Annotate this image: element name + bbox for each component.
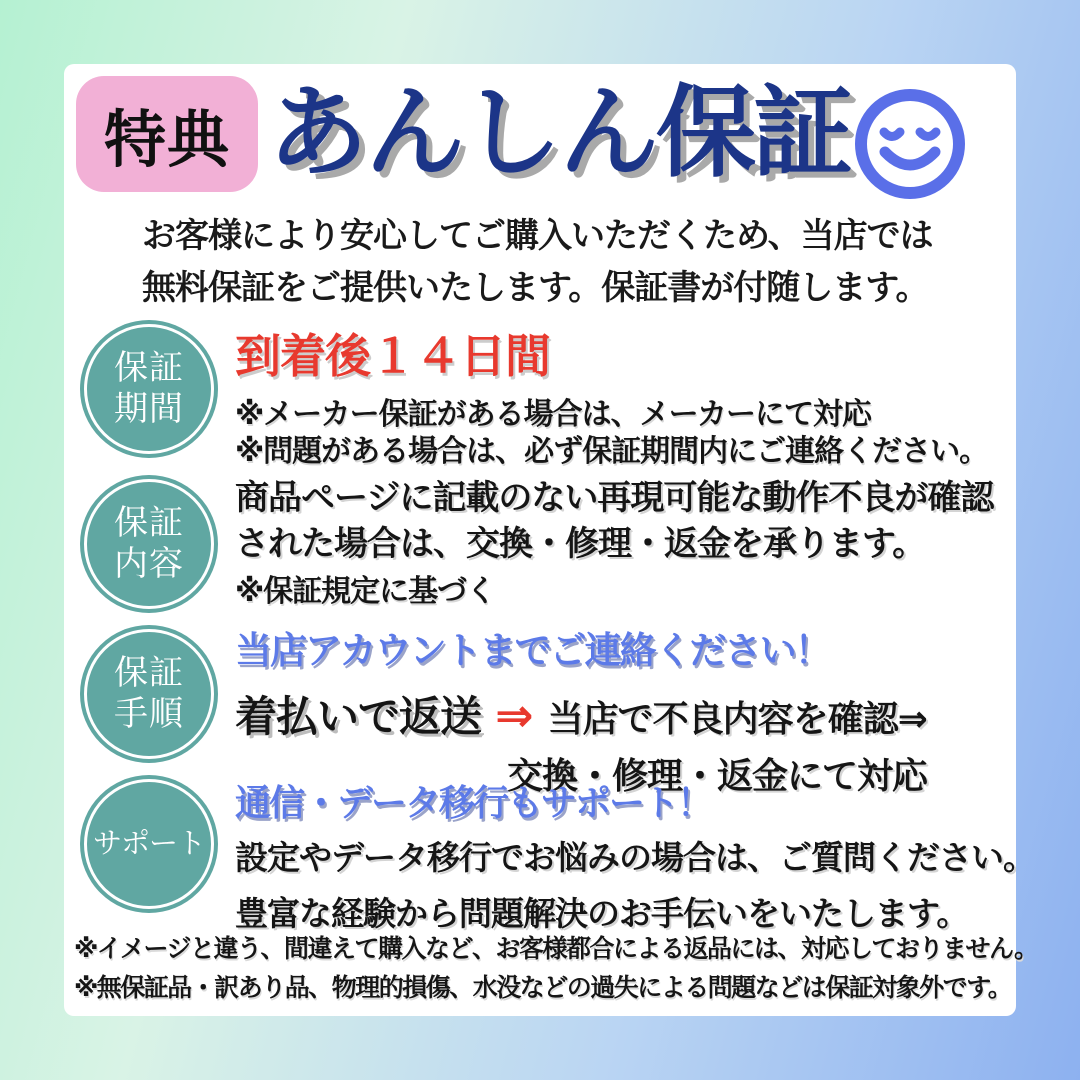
procedure-heading: 当店アカウントまでご連絡ください！ [235,630,830,671]
note-line: ※メーカー保証がある場合は、メーカーにて対応 [235,398,871,431]
step-result-line1: 当店で不良内容を確認⇒ [547,698,927,739]
step-result-line2: 交換・修理・返金にて対応 [507,755,928,796]
stamp-support [80,775,218,913]
intro-description [142,210,933,314]
support-line: 豊富な経験から問題解決のお手伝いをいたします。 [235,895,969,932]
step-label: 着払いで返送 [235,693,482,740]
note-line: ※問題がある場合は、必ず保証期間内にご連絡ください。 [235,435,989,468]
smiley-face-icon [854,88,966,200]
stamp-warranty-coverage [80,475,218,613]
section-content [235,475,1000,613]
coverage-line: 商品ページに記載のない再現可能な動作不良が確認 [235,479,994,517]
support-heading: 通信・データ移行もサポート！ [235,782,712,823]
disclaimer-line: ※イメージと違う、間違えて購入など、お客様都合による返品には、対応しておりません。 [74,935,1038,963]
benefit-badge [76,76,258,192]
benefit-badge-label: 特典 [103,105,230,175]
footer-disclaimers [74,930,1038,1008]
red-arrow-icon: ⇒ [495,689,534,741]
stamp-label-line1: サポート [92,827,205,860]
section-warranty-coverage [80,475,1000,613]
stamp-label-line2: 期間 [114,390,184,428]
disclaimer-line: ※無保証品・訳あり品、物理的損傷、水没などの過失による問題などは保証対象外です。 [74,974,1012,1002]
stamp-label-line1: 保証 [114,654,184,692]
warranty-period-notes [235,396,1000,470]
section-content [235,620,1000,799]
intro-line-1: お客様により安心してご購入いただくため、当店では [142,217,933,255]
section-content [235,775,1035,938]
stamp-label-line2: 内容 [114,545,184,583]
page-title: あんしん保証 [268,77,850,189]
stamp-label-line1: 保証 [114,349,184,387]
section-support [80,775,1035,938]
stamp-warranty-procedure [80,625,218,763]
warranty-period-heading: 到着後１４日間 [235,330,550,382]
stamp-warranty-period [80,320,218,458]
support-line: 設定やデータ移行でお悩みの場合は、ご質問ください。 [235,839,1035,876]
stamp-label-line2: 手順 [114,695,184,733]
stamp-label-line1: 保証 [114,504,184,542]
coverage-line: された場合は、交換・修理・返金を承ります。 [235,525,926,563]
procedure-step-line [235,684,1000,744]
section-warranty-period [80,320,1000,470]
guarantee-card [64,64,1038,1016]
section-content [235,320,1000,470]
intro-line-2: 無料保証をご提供いたします。保証書が付随します。 [142,269,929,307]
coverage-note: ※保証規定に基づく [235,575,496,608]
section-warranty-procedure [80,625,1000,799]
